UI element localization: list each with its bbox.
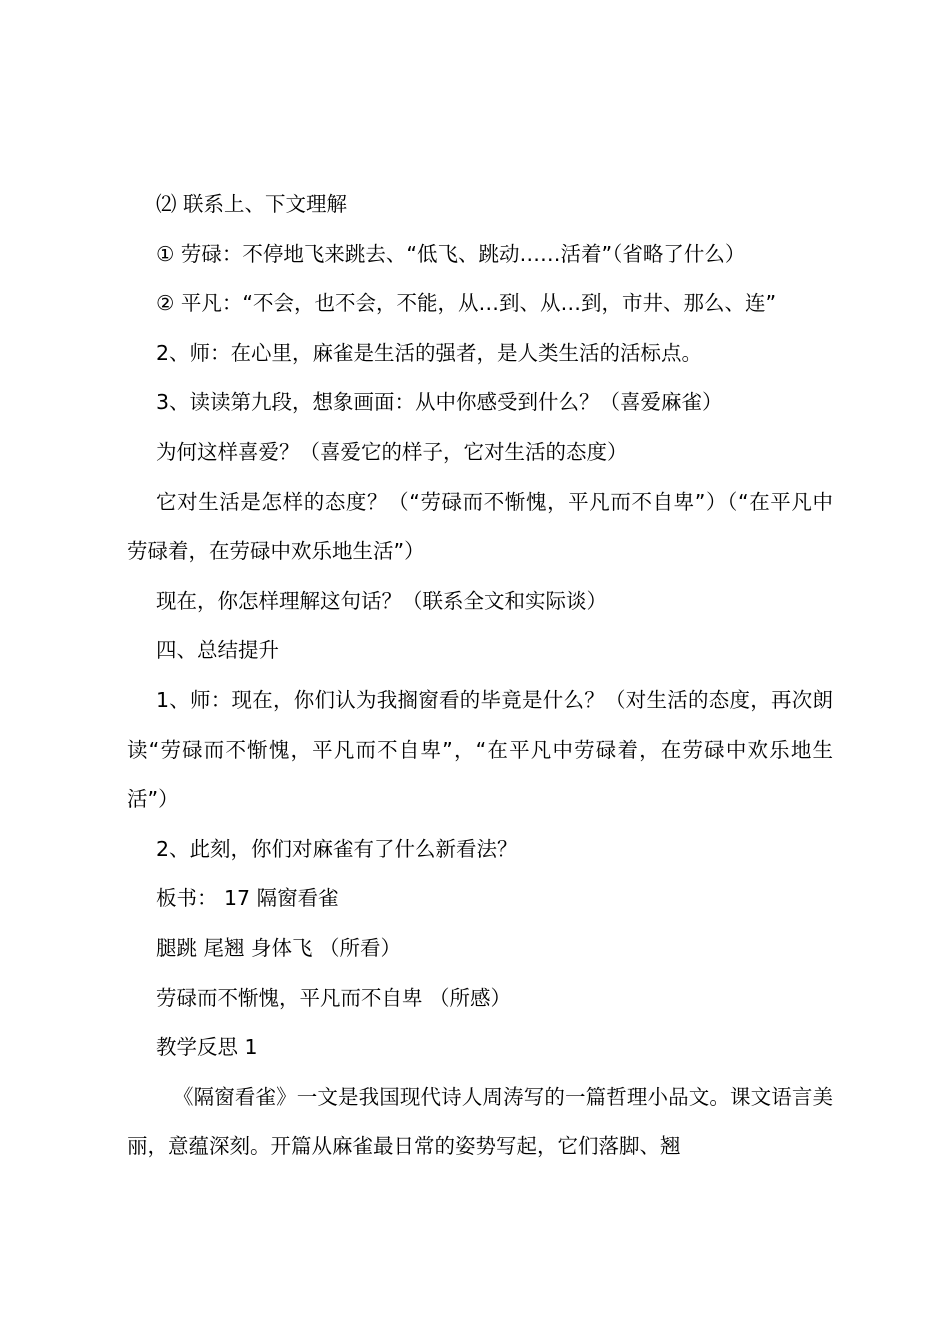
document-body — [127, 180, 833, 1172]
paragraph-context-understanding: ⑵ 联系上、下文理解 — [156, 192, 348, 216]
paragraph-teacher-2: 2、师：在心里，麻雀是生活的强者，是人类生活的活标点。 — [156, 340, 703, 365]
blackboard-seen: 腿跳 尾翘 身体飞 （所看） — [156, 935, 402, 960]
paragraph-read-ninth: 3、读读第九段，想象画面：从中你感受到什么？（喜爱麻雀） — [156, 390, 723, 415]
section-heading-summary: 四、总结提升 — [156, 638, 279, 663]
paragraph-life-attitude: 它对生活是怎样的态度？（“劳碌而不惭愧，平凡而不自卑”）（“在平凡中劳碌着，在劳碌中欢乐地生活”） — [127, 489, 833, 564]
reflection-paragraph: 《隔窗看雀》一文是我国现代诗人周涛写的一篇哲理小品文。课文语言美丽，意蕴深刻。开篇从麻雀最日常的姿势写起，它们落脚、翘 — [127, 1084, 833, 1159]
paragraph-laolu: ① 劳碌：不停地飞来跳去、“低飞、跳动……活着”（省略了什么） — [156, 241, 746, 266]
paragraph-understand-sentence: 现在，你怎样理解这句话？（联系全文和实际谈） — [156, 588, 607, 613]
blackboard-title: 板书： 17 隔窗看雀 — [156, 886, 339, 911]
reflection-heading: 教学反思 1 — [156, 1035, 258, 1060]
paragraph-why-love: 为何这样喜爱？（喜爱它的样子，它对生活的态度） — [156, 439, 628, 464]
paragraph-summary-1: 1、师：现在，你们认为我搁窗看的毕竟是什么？（对生活的态度，再次朗读“劳碌而不惭愧，平凡而不自卑”，“在平凡中劳碌着，在劳碌中欢乐地生活”） — [127, 687, 833, 812]
paragraph-pingfan: ② 平凡：“不会，也不会，不能，从…到、从…到，市井、那么、连” — [156, 291, 777, 316]
blackboard-felt: 劳碌而不惭愧，平凡而不自卑 （所感） — [156, 985, 512, 1010]
paragraph-summary-2: 2、此刻，你们对麻雀有了什么新看法？ — [156, 836, 518, 861]
